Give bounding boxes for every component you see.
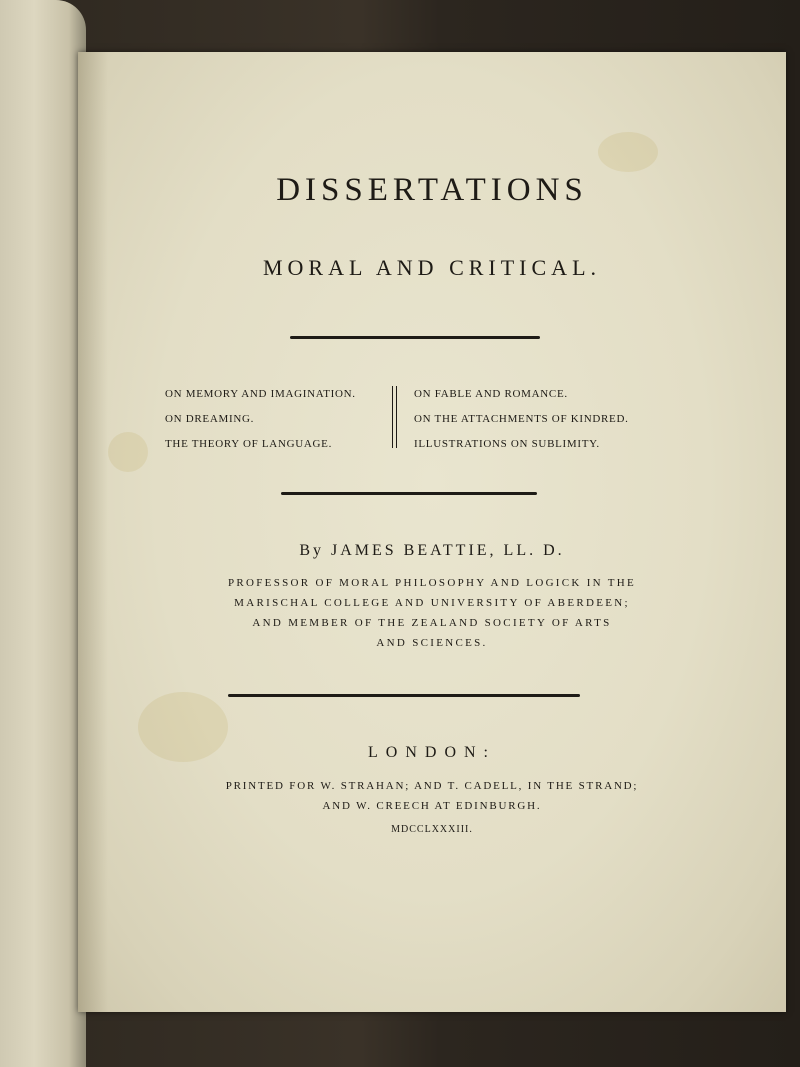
ornamental-rule: [290, 336, 540, 339]
author-line: By JAMES BEATTIE, LL. D.: [299, 542, 565, 559]
book-subtitle: MORAL AND CRITICAL.: [262, 255, 602, 280]
imprint-printer: [78, 776, 786, 816]
left-page-leaf: [0, 0, 86, 1067]
credential-line: MARISCHAL COLLEGE AND UNIVERSITY OF ABERDEEN;: [234, 597, 630, 609]
book-title: DISSERTATIONS: [276, 172, 588, 208]
printer-line: PRINTED FOR W. STRAHAN; AND T. CADELL, IN THE STRAND;: [225, 780, 639, 792]
contents-left-column: [165, 382, 356, 457]
contents-item: ON MEMORY AND IMAGINATION.: [165, 388, 356, 400]
imprint-city: LONDON:: [368, 744, 496, 761]
ornamental-rule: [228, 694, 580, 697]
contents-item: ILLUSTRATIONS ON SUBLIMITY.: [414, 438, 600, 450]
contents-item: ON FABLE AND ROMANCE.: [414, 388, 568, 400]
column-divider: [392, 386, 393, 448]
title-page: [78, 52, 786, 1012]
page-stain: [598, 132, 658, 172]
contents-item: ON DREAMING.: [165, 413, 255, 425]
page-stain: [108, 432, 148, 472]
printer-line: AND W. CREECH AT EDINBURGH.: [322, 800, 542, 812]
imprint-date: MDCCLXXXIII.: [391, 824, 473, 835]
credential-line: PROFESSOR OF MORAL PHILOSOPHY AND LOGICK IN THE: [227, 577, 637, 589]
credential-line: AND SCIENCES.: [376, 637, 488, 649]
contents-right-column: [414, 382, 629, 457]
credential-line: AND MEMBER OF THE ZEALAND SOCIETY OF ARTS: [252, 617, 612, 629]
ornamental-rule: [281, 492, 537, 495]
column-divider: [396, 386, 397, 448]
contents-item: THE THEORY OF LANGUAGE.: [165, 438, 333, 450]
author-credentials: [78, 573, 786, 653]
contents-item: ON THE ATTACHMENTS OF KINDRED.: [414, 413, 629, 425]
